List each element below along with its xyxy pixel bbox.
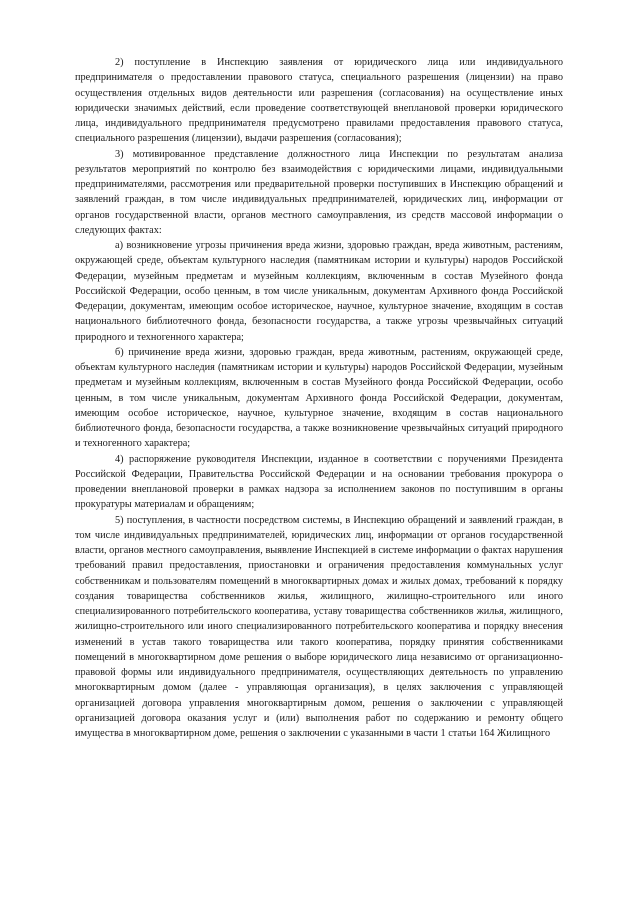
paragraph-item-2-application: 2) поступление в Инспекцию заявления от юридического лица или индивидуального предпринимателя о предоставлении правового статуса, специального разрешения (лицензии) на право осуществления отдельных видов деятельности или разрешения (согласования) на осуществление иных юридически значимых действий, если проведение соответствующей внеплановой проверки юридического лица, индивидуального предпринимателя предусмотрено правилами предоставления правового статуса, специального разрешения (лицензии), выдачи разрешения (согласования); [75, 57, 563, 145]
paragraph-item-5-receipts: 5) поступления, в частности посредством системы, в Инспекцию обращений и заявлений граждан, в том числе индивидуальных предпринимателей, юридических лиц, информации от органов государственной власти, органов местного самоуправления, выявление Инспекцией в системе информации о фактах нарушения требований правил предоставления, приостановки и ограничения предоставления коммунальных услуг собственникам и пользователям помещений в многоквартирных домах и жилых домах, требований к порядку создания товарищества собственников жилья, жилищного, жилищно-строительного или иного специализированного потребительского кооператива, уставу товарищества собственников жилья, жилищного, жилищно-строительного или иного специализированного потребительского кооператива и порядку внесения изменений в устав такого товарищества или такого кооператива, порядку принятия собственниками помещений в многоквартирном доме решения о выборе юридического лица независимо от организационно-правовой формы или индивидуального предпринимателя, осуществляющих деятельность по управлению многоквартирным домом (далее - управляющая организация), в целях заключения с управляющей организацией договора управления многоквартирным домом, решения о заключении с управляющей организацией договора оказания услуг и (или) выполнения работ по содержанию и ремонту общего имущества в многоквартирном доме, решения о заключении с указанными в части 1 статьи 164 Жилищного [75, 514, 563, 739]
paragraph-subitem-a-threat: а) возникновение угрозы причинения вреда жизни, здоровью граждан, вреда животным, растениям, окружающей среде, объектам культурного наследия (памятникам истории и культуры) народов Российской Федерации, музейным предметам и музейным коллекциям, включенным в состав Музейного фонда Российской Федерации, особо ценным, в том числе уникальным, документам Архивного фонда Российской Федерации, документам, имеющим особое историческое, научное, культурное значение, входящим в состав национального библиотечного фонда, безопасности государства, а также угрозы чрезвычайных ситуаций природного и техногенного характера; [75, 240, 563, 343]
paragraph-subitem-b-harm: б) причинение вреда жизни, здоровью граждан, вреда животным, растениям, окружающей среде, объектам культурного наследия (памятникам истории и культуры) народов Российской Федерации, музейным предметам и музейным коллекциям, включенным в состав Музейного фонда Российской Федерации, особо ценным, в том числе уникальным, документам Архивного фонда Российской Федерации, документам, имеющим особое историческое, научное, культурное значение, входящим в состав национального библиотечного фонда, безопасности государства, а также возникновение чрезвычайных ситуаций природного и техногенного характера; [75, 346, 563, 450]
document-body [75, 55, 563, 741]
paragraph-item-3-motivated-submission: 3) мотивированное представление должностного лица Инспекции по результатам анализа результатов мероприятий по контролю без взаимодействия с юридическими лицами, индивидуальными предпринимателями, рассмотрения или предварительной проверки поступивших в Инспекцию обращений и заявлений граждан, в том числе индивидуальных предпринимателей, юридических лиц, информации от органов государственной власти, органов местного самоуправления, из средств массовой информации о следующих фактах: [75, 148, 563, 236]
paragraph-item-4-order: 4) распоряжение руководителя Инспекции, изданное в соответствии с поручениями Президента Российской Федерации, Правительства Российской Федерации и на основании требования прокурора о проведении внеплановой проверки в рамках надзора за исполнением законов по поступившим в органы прокуратуры материалам и обращениям; [75, 453, 563, 511]
